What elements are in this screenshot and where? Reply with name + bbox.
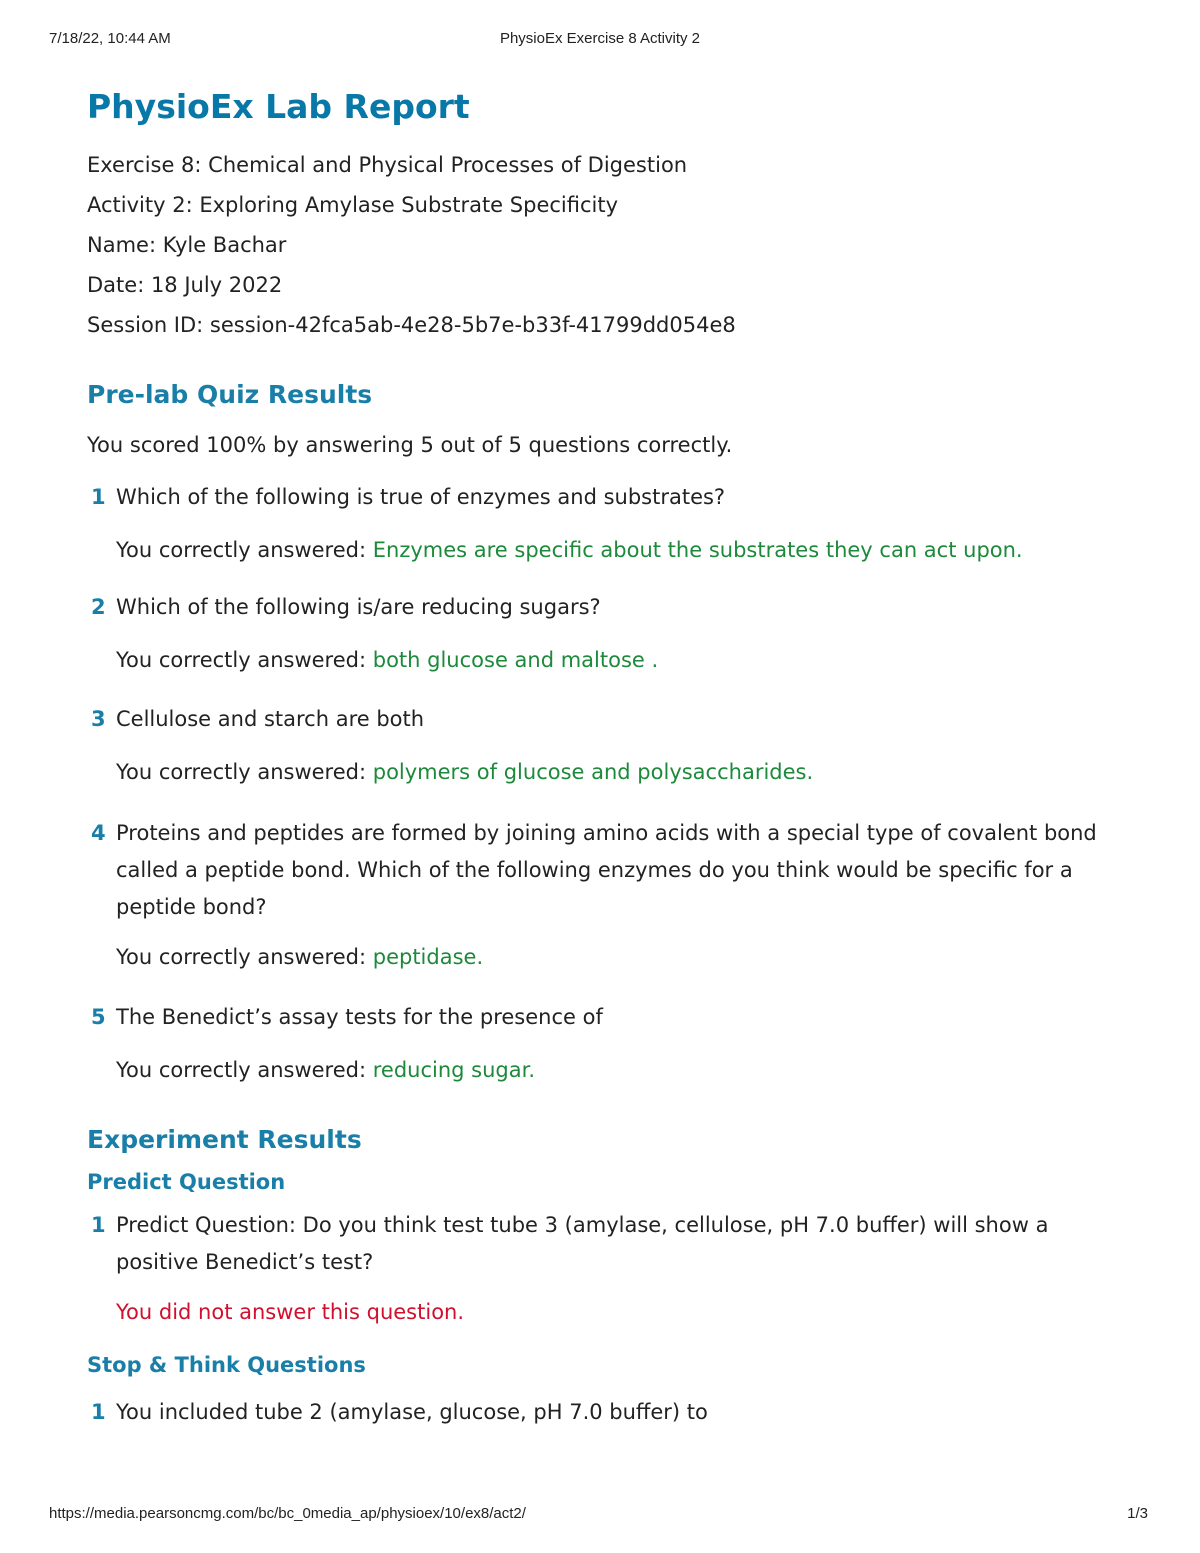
prelab-question bbox=[87, 589, 1147, 679]
answer-prefix: You correctly answered: bbox=[116, 945, 373, 969]
correct-answer: peptidase. bbox=[372, 945, 484, 969]
prelab-question bbox=[87, 479, 1147, 569]
correct-answer: reducing sugar. bbox=[372, 1058, 535, 1082]
exercise-line: Exercise 8: Chemical and Physical Processes of Digestion bbox=[87, 153, 688, 177]
question-number: 5 bbox=[91, 1005, 106, 1029]
answer-prefix: You correctly answered: bbox=[116, 538, 373, 562]
question-answer bbox=[116, 939, 1147, 976]
question-text: Proteins and peptides are formed by joining amino acids with a special type of covalent bond called a peptide bond. Which of the following enzymes do you think would be specific for a peptide bond? bbox=[116, 821, 1097, 919]
prelab-question bbox=[87, 815, 1147, 976]
print-doc-title: PhysioEx Exercise 8 Activity 2 bbox=[499, 30, 701, 47]
stop-think-question bbox=[87, 1394, 1147, 1431]
question-text: Cellulose and starch are both bbox=[116, 707, 425, 731]
predict-heading: Predict Question bbox=[87, 1170, 286, 1194]
question-number: 2 bbox=[91, 595, 106, 619]
prelab-question bbox=[87, 999, 1147, 1089]
lab-report bbox=[87, 84, 1147, 1431]
question-answer bbox=[116, 642, 1147, 679]
answer-prefix: You correctly answered: bbox=[116, 760, 373, 784]
print-header bbox=[0, 30, 1200, 50]
report-title: PhysioEx Lab Report bbox=[87, 87, 470, 126]
print-footer bbox=[0, 1505, 1200, 1525]
question-number: 1 bbox=[91, 1400, 106, 1424]
predict-question bbox=[87, 1207, 1147, 1331]
session-line: Session ID: session-42fca5ab-4e28-5b7e-b33f-41799dd054e8 bbox=[87, 313, 736, 337]
correct-answer: Enzymes are specific about the substrates they can act upon. bbox=[372, 538, 1023, 562]
unanswered-note: You did not answer this question. bbox=[116, 1300, 465, 1324]
prelab-question bbox=[87, 701, 1147, 791]
answer-prefix: You correctly answered: bbox=[116, 648, 373, 672]
question-number: 1 bbox=[91, 485, 106, 509]
question-text: Which of the following is true of enzymes and substrates? bbox=[116, 485, 726, 509]
activity-line: Activity 2: Exploring Amylase Substrate Specificity bbox=[87, 193, 619, 217]
answer-prefix: You correctly answered: bbox=[116, 1058, 373, 1082]
correct-answer: both glucose and maltose . bbox=[372, 648, 659, 672]
question-text: Predict Question: Do you think test tube 3 (amylase, cellulose, pH 7.0 buffer) will show a positive Benedict’s test? bbox=[116, 1213, 1049, 1274]
date-line: Date: 18 July 2022 bbox=[87, 273, 283, 297]
question-text: Which of the following is/are reducing sugars? bbox=[116, 595, 601, 619]
stop-think-heading: Stop & Think Questions bbox=[87, 1353, 366, 1377]
question-text: The Benedict’s assay tests for the presence of bbox=[116, 1005, 603, 1029]
question-answer bbox=[116, 532, 1147, 569]
prelab-score: You scored 100% by answering 5 out of 5 questions correctly. bbox=[87, 433, 733, 457]
experiment-heading: Experiment Results bbox=[87, 1125, 362, 1154]
report-meta bbox=[87, 145, 1147, 345]
name-line: Name: Kyle Bachar bbox=[87, 233, 287, 257]
question-answer bbox=[116, 754, 1147, 791]
print-url: https://media.pearsoncmg.com/bc/bc_0media_ap/physioex/10/ex8/act2/ bbox=[49, 1505, 526, 1522]
question-number: 1 bbox=[91, 1213, 106, 1237]
question-number: 3 bbox=[91, 707, 106, 731]
question-answer bbox=[116, 1052, 1147, 1089]
question-number: 4 bbox=[91, 821, 106, 845]
correct-answer: polymers of glucose and polysaccharides. bbox=[372, 760, 814, 784]
page-number: 1/3 bbox=[1127, 1505, 1148, 1522]
print-datetime: 7/18/22, 10:44 AM bbox=[49, 30, 171, 47]
prelab-heading: Pre-lab Quiz Results bbox=[87, 380, 373, 409]
question-text: You included tube 2 (amylase, glucose, pH 7.0 buffer) to bbox=[116, 1400, 708, 1424]
